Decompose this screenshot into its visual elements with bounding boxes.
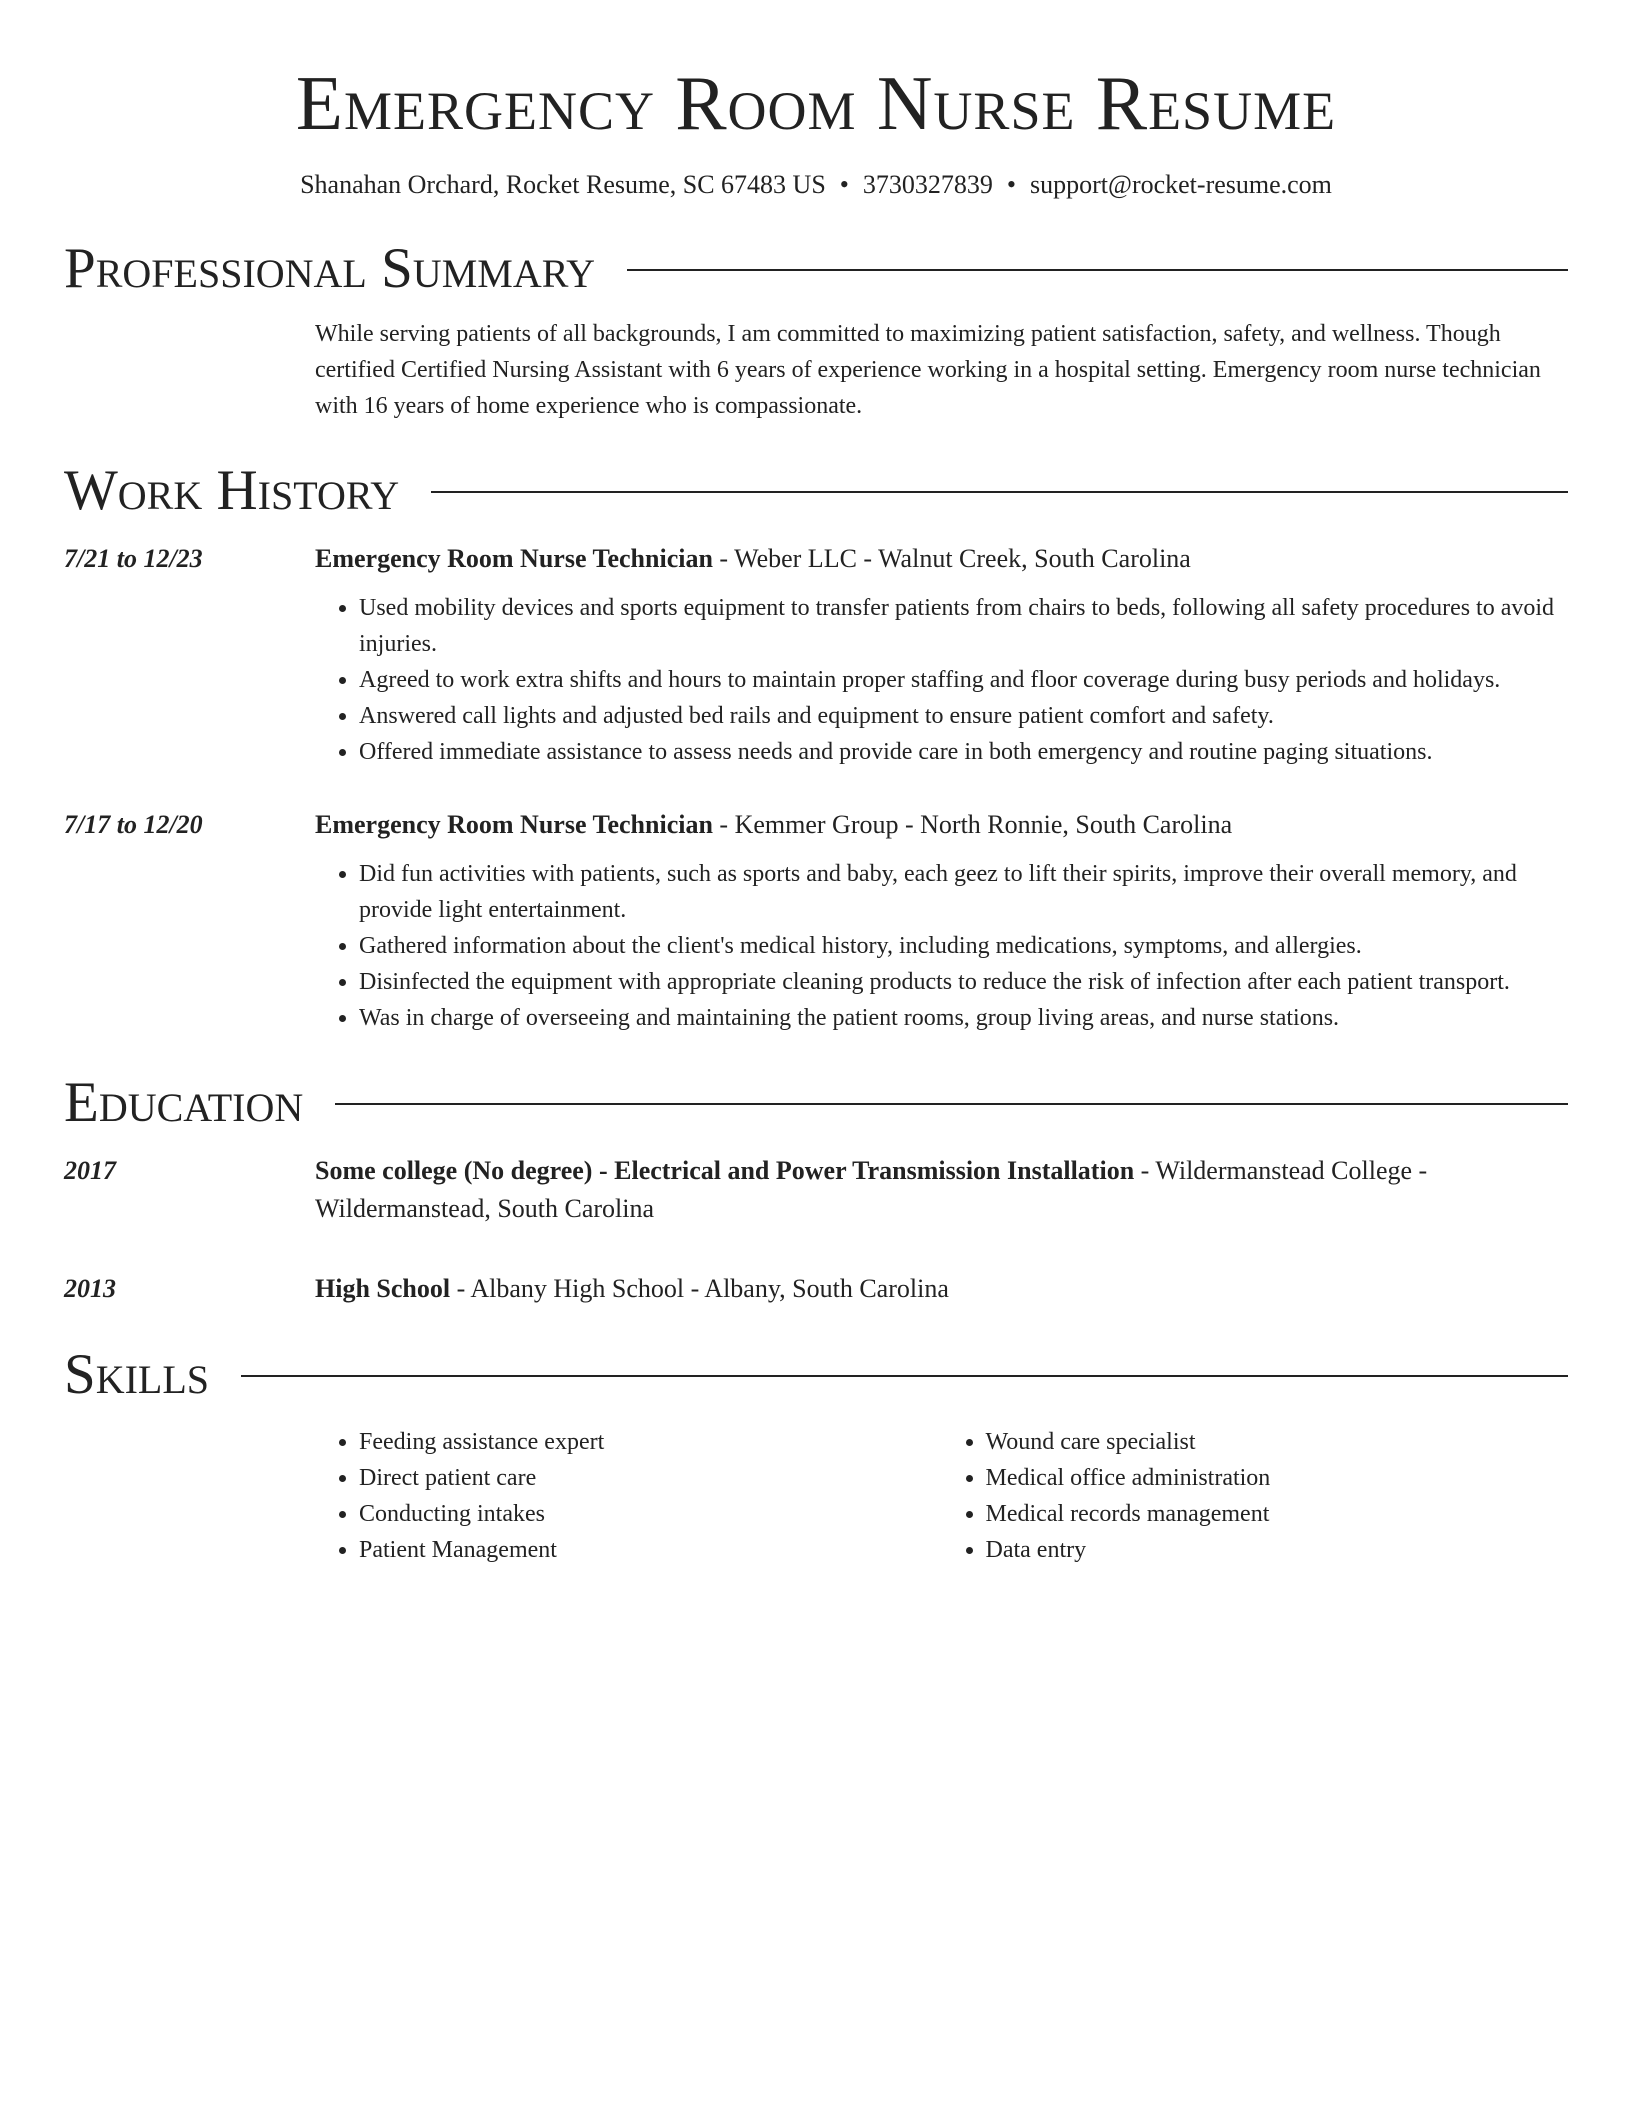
job-employer: - Kemmer Group - North Ronnie, South Carolina bbox=[712, 810, 1233, 839]
contact-address: Shanahan Orchard, Rocket Resume, SC 67483 US bbox=[300, 170, 826, 199]
job-dates: 7/17 to 12/20 bbox=[64, 810, 203, 839]
job-heading bbox=[315, 540, 1568, 578]
job-duty: • Answered call lights and adjusted bed rails and equipment to ensure patient comfort and safety. bbox=[359, 698, 1568, 734]
job-duty: • Disinfected the equipment with appropriate cleaning products to reduce the risk of infection after each patient transport. bbox=[359, 964, 1568, 1000]
section-divider bbox=[627, 269, 1568, 271]
skills-list-right bbox=[942, 1424, 1569, 1568]
work-section-header bbox=[64, 456, 1568, 526]
education-entry bbox=[64, 1270, 1568, 1308]
section-divider bbox=[335, 1103, 1568, 1105]
education-heading bbox=[315, 1152, 1568, 1228]
job-heading bbox=[315, 806, 1568, 844]
education-school: - Wildermanstead College - Wildermanstead, South Carolina bbox=[315, 1156, 1428, 1223]
job-duty: • Used mobility devices and sports equipment to transfer patients from chairs to beds, following all safety procedures to avoid injuries. bbox=[359, 590, 1568, 662]
contact-phone: 3730327839 bbox=[862, 170, 993, 199]
education-school: - Albany High School - Albany, South Carolina bbox=[450, 1274, 949, 1303]
contact-separator: • bbox=[1006, 170, 1016, 199]
job-entry bbox=[64, 806, 1568, 1036]
skill-item: • Patient Management bbox=[359, 1532, 942, 1568]
job-body bbox=[315, 540, 1568, 770]
skill-item: • Direct patient care bbox=[359, 1460, 942, 1496]
job-duties-list bbox=[315, 590, 1568, 770]
skill-item: • Wound care specialist bbox=[986, 1424, 1569, 1460]
skill-item: • Conducting intakes bbox=[359, 1496, 942, 1532]
job-employer: - Weber LLC - Walnut Creek, South Carolina bbox=[712, 544, 1191, 573]
job-dates: 7/21 to 12/23 bbox=[64, 544, 203, 573]
resume-title: Emergency Room Nurse Resume bbox=[295, 60, 1337, 146]
work-section-title: Work History bbox=[64, 459, 400, 522]
education-entry bbox=[64, 1152, 1568, 1228]
section-divider bbox=[241, 1375, 1568, 1377]
job-duty: • Was in charge of overseeing and maintaining the patient rooms, group living areas, and nurse stations. bbox=[359, 1000, 1568, 1036]
contact-line bbox=[64, 168, 1568, 202]
job-duties-list bbox=[315, 856, 1568, 1036]
job-duty: • Agreed to work extra shifts and hours to maintain proper staffing and floor coverage during busy periods and holidays. bbox=[359, 662, 1568, 698]
education-section-header bbox=[64, 1068, 1568, 1138]
job-entry bbox=[64, 540, 1568, 770]
education-year: 2017 bbox=[64, 1156, 116, 1185]
summary-section-title: Professional Summary bbox=[64, 237, 596, 300]
skill-item: • Medical records management bbox=[986, 1496, 1569, 1532]
skills-columns bbox=[315, 1424, 1568, 1568]
skills-section-header bbox=[64, 1340, 1568, 1410]
job-role: Emergency Room Nurse Technician bbox=[315, 810, 713, 839]
summary-text: While serving patients of all backgrounds, I am committed to maximizing patient satisfaction, safety, and wellness. Though certified Certified Nursing Assistant with 6 years of experience working in a hospital setting. Emergency room nurse technician with 16 years of home experience who is compassionate. bbox=[315, 321, 1541, 419]
education-degree: Some college (No degree) - Electrical and Power Transmission Installation bbox=[315, 1156, 1135, 1185]
skill-item: • Data entry bbox=[986, 1532, 1569, 1568]
job-role: Emergency Room Nurse Technician bbox=[315, 544, 713, 573]
job-duty: • Gathered information about the client's medical history, including medications, symptoms, and allergies. bbox=[359, 928, 1568, 964]
skills-section-title: Skills bbox=[64, 1343, 210, 1406]
education-degree: High School bbox=[315, 1274, 451, 1303]
job-duty: • Did fun activities with patients, such as sports and baby, each geez to lift their spirits, improve their overall memory, and provide light entertainment. bbox=[359, 856, 1568, 928]
education-heading bbox=[315, 1270, 1568, 1308]
education-year: 2013 bbox=[64, 1274, 116, 1303]
contact-separator: • bbox=[839, 170, 849, 199]
contact-email: support@rocket-resume.com bbox=[1030, 170, 1332, 199]
job-body bbox=[315, 806, 1568, 1036]
education-section-title: Education bbox=[64, 1071, 304, 1134]
section-divider bbox=[431, 491, 1568, 493]
resume-page bbox=[64, 0, 1568, 1568]
job-duty: • Offered immediate assistance to assess needs and provide care in both emergency and routine paging situations. bbox=[359, 734, 1568, 770]
skill-item: • Medical office administration bbox=[986, 1460, 1569, 1496]
summary-section-header bbox=[64, 234, 1568, 304]
skills-list-left bbox=[315, 1424, 942, 1568]
skill-item: • Feeding assistance expert bbox=[359, 1424, 942, 1460]
